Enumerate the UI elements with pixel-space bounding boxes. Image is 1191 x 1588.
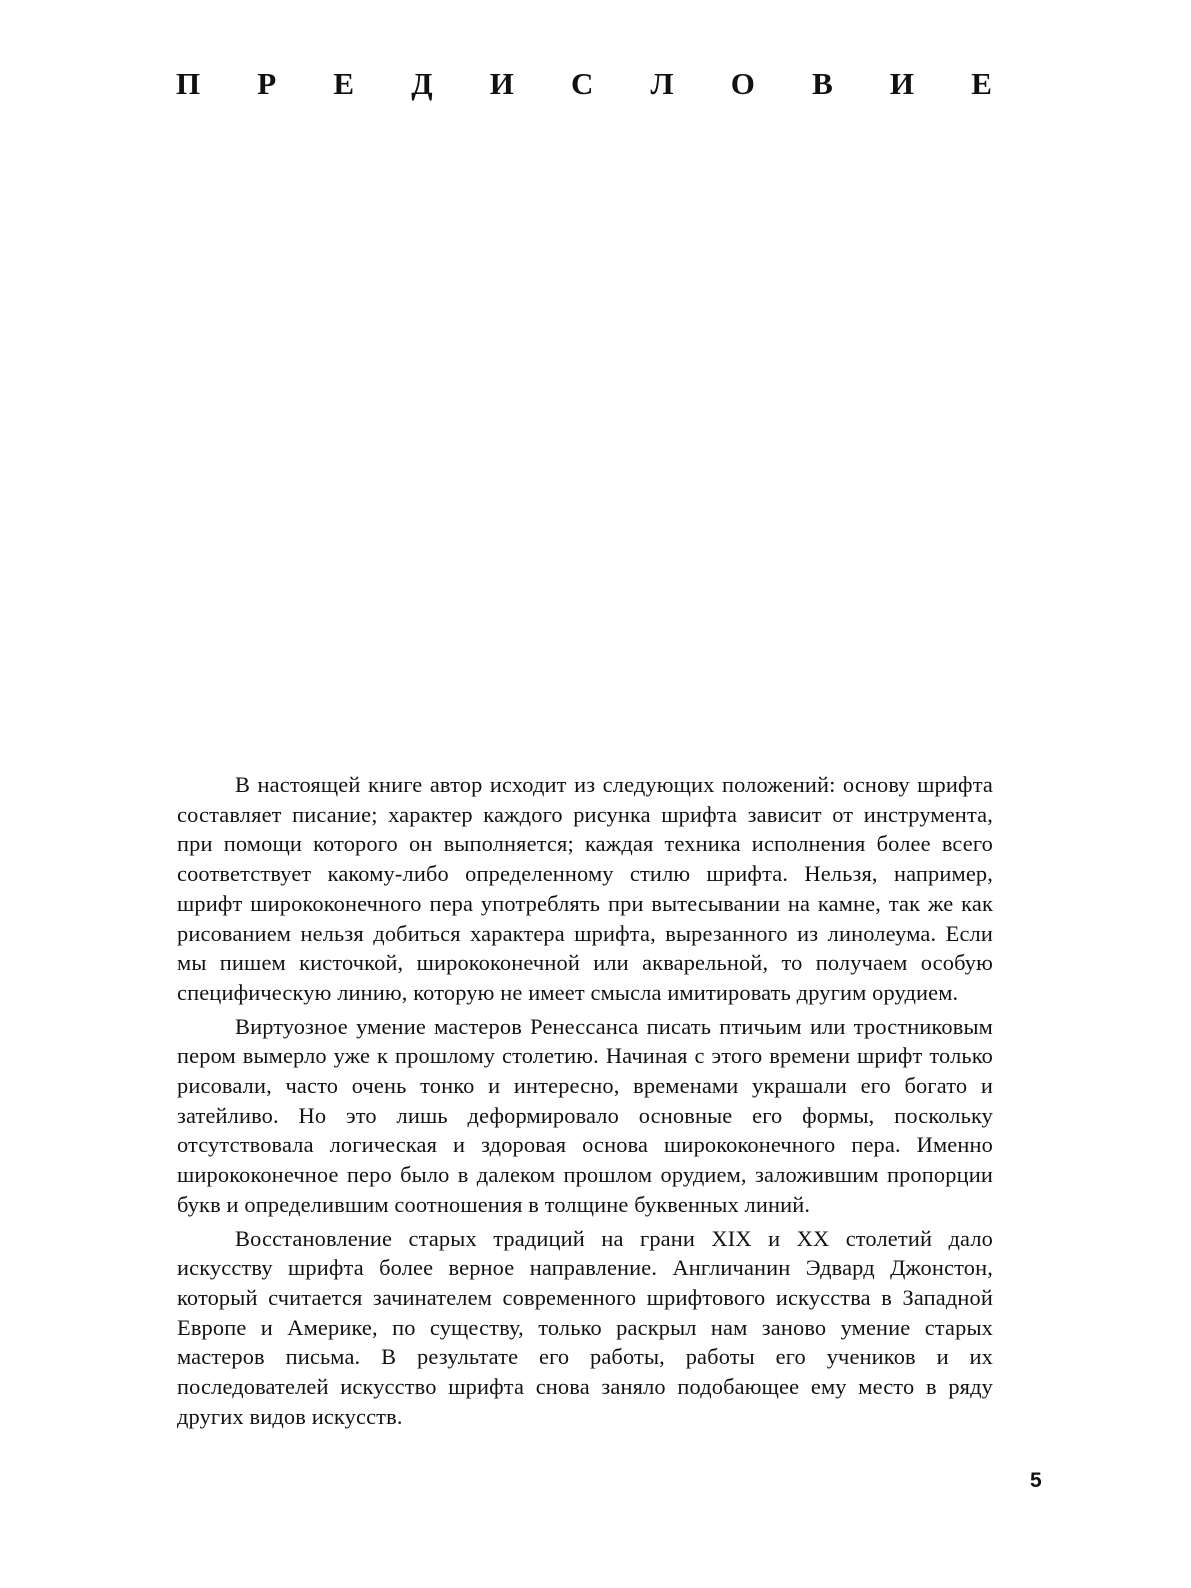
heading-letter: Л [650, 66, 674, 101]
heading-letter: И [489, 66, 514, 101]
paragraph: Восстановление старых традиций на грани XIX и XX столетий дало искусству шрифта более верное направление. Англичанин Эдвард Джонстон, который считается зачинателем современного шрифтового искусства в Западной Европе и Америке, по существу, только раскрыл нам заново умение старых мастеров письма. В результате его работы, работы его учеников и их последователей искусство шрифта снова заняло подобающее ему место в ряду других видов искусств. [177, 1225, 993, 1429]
heading-letter: И [889, 66, 915, 101]
body-text [177, 770, 993, 1435]
paragraph: В настоящей книге автор исходит из следующих положений: основу шрифта составляет писание; характер каждого рисунка шрифта зависит от инструмента, при помощи которого он выполняется; каждая техника исполнения более всего соответствует какому-либо определенному стилю шрифта. Нельзя, например, шрифт ширококонечного пера употреблять при вытесывании на камне, так же как рисованием нельзя добиться характера шрифта, вырезанного из линолеума. Если мы пишем кисточкой, ширококонечной или акварельной, то получаем особую специфическую линию, которую не имеет смысла имитировать другим орудием. [177, 772, 993, 1005]
heading-letter: Е [971, 66, 992, 101]
heading-letter: Р [257, 66, 277, 101]
page-number: 5 [1030, 1469, 1042, 1492]
heading-letter: П [176, 66, 201, 101]
heading-letter: Д [411, 66, 433, 101]
heading-letter: О [730, 66, 755, 101]
heading-letter: С [570, 66, 594, 101]
heading-letter: Е [333, 66, 355, 101]
paragraph: Виртуозное умение мастеров Ренессанса писать птичьим или тростниковым пером вымерло уже к прошлому столетию. Начиная с этого времени шрифт только рисовали, часто очень тонко и интересно, временами украшали его богато и затейливо. Но это лишь деформировало основные его формы, поскольку отсутствовала логическая и здоровая основа ширококонечного пера. Именно ширококонечное перо было в далеком прошлом орудием, заложившим пропорции букв и определившим соотношения в толщине буквенных линий. [177, 1013, 993, 1217]
heading-letter: В [812, 66, 833, 101]
page-heading [176, 66, 992, 102]
